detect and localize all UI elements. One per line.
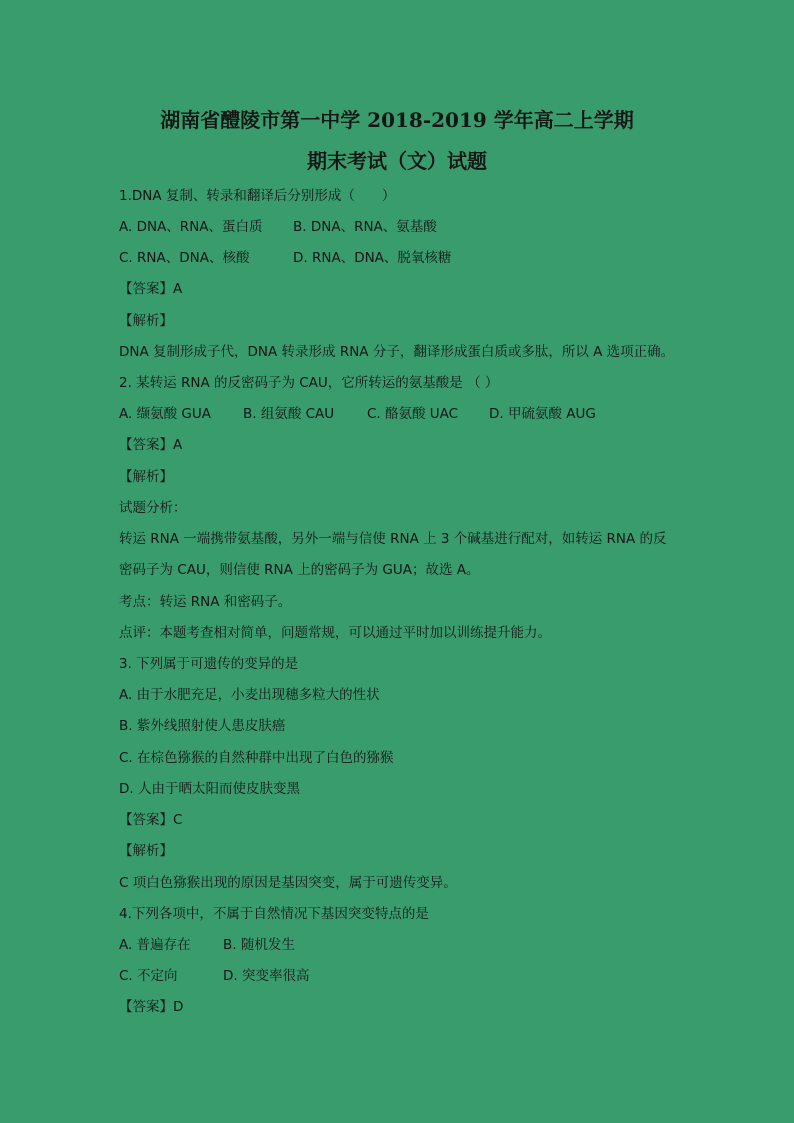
q2-option-b: B. 组氨酸 CAU [243, 406, 335, 422]
q1-option-a: A. DNA、RNA、蛋白质 [119, 219, 263, 235]
q4-option-a: A. 普遍存在 [119, 937, 191, 953]
q2-analysis-label: 【解析】 [119, 469, 173, 485]
q4-option-b: B. 随机发生 [223, 937, 295, 953]
q1-analysis-label: 【解析】 [119, 313, 173, 329]
q4-option-d: D. 突变率很高 [223, 968, 310, 984]
q3-analysis-label: 【解析】 [119, 843, 173, 859]
q1-stem: 1.DNA 复制、转录和翻译后分别形成（ ） [119, 188, 396, 204]
q2-options-row [119, 405, 679, 423]
q2-answer: 【答案】A [119, 437, 183, 453]
q4-answer: 【答案】D [119, 999, 184, 1015]
q2-sub-label: 试题分析： [119, 500, 187, 516]
q1-options-row1 [119, 218, 679, 236]
q1-option-b: B. DNA、RNA、氨基酸 [293, 219, 437, 235]
q4-option-c: C. 不定向 [119, 968, 178, 984]
q2-dianping: 点评：本题考查相对简单，问题常规，可以通过平时加以训练提升能力。 [119, 625, 551, 641]
q1-option-d: D. RNA、DNA、脱氧核糖 [293, 250, 452, 266]
q2-option-c: C. 酪氨酸 UAC [367, 406, 459, 422]
q4-stem: 4.下列各项中，不属于自然情况下基因突变特点的是 [119, 906, 429, 922]
q2-analysis-line-2: 密码子为 CAU，则信使 RNA 上的密码子为 GUA；故选 A。 [119, 562, 480, 578]
q2-kaodian: 考点：转运 RNA 和密码子。 [119, 594, 292, 610]
q3-option-c: C. 在棕色猕猴的自然种群中出现了白色的猕猴 [119, 750, 394, 766]
q3-analysis: C 项白色猕猴出现的原因是基因突变，属于可遗传变异。 [119, 875, 457, 891]
q3-option-b: B. 紫外线照射使人患皮肤癌 [119, 718, 286, 734]
title-line-2: 期末考试（文）试题 [307, 149, 487, 173]
q3-option-d: D. 人由于晒太阳而使皮肤变黑 [119, 781, 300, 797]
q4-options-row2 [119, 967, 519, 985]
q1-answer: 【答案】A [119, 281, 183, 297]
q1-option-c: C. RNA、DNA、核酸 [119, 250, 250, 266]
q2-stem: 2. 某转运 RNA 的反密码子为 CAU，它所转运的氨基酸是 （ ） [119, 375, 499, 391]
q1-analysis: DNA 复制形成子代，DNA 转录形成 RNA 分子，翻译形成蛋白质或多肽，所以 A 选项正确。 [119, 344, 675, 360]
q2-option-d: D. 甲硫氨酸 AUG [489, 406, 596, 422]
q2-option-a: A. 缬氨酸 GUA [119, 406, 211, 422]
q1-options-row2 [119, 249, 679, 267]
q3-stem: 3. 下列属于可遗传的变异的是 [119, 656, 299, 672]
q4-options-row1 [119, 936, 519, 954]
q2-analysis-line-1: 转运 RNA 一端携带氨基酸，另外一端与信使 RNA 上 3 个碱基进行配对，如转运 RNA 的反 [119, 531, 667, 547]
q3-option-a: A. 由于水肥充足，小麦出现穗多粒大的性状 [119, 687, 380, 703]
q3-answer: 【答案】C [119, 812, 183, 828]
title-line-1: 湖南省醴陵市第一中学 2018-2019 学年高二上学期 [160, 108, 634, 132]
